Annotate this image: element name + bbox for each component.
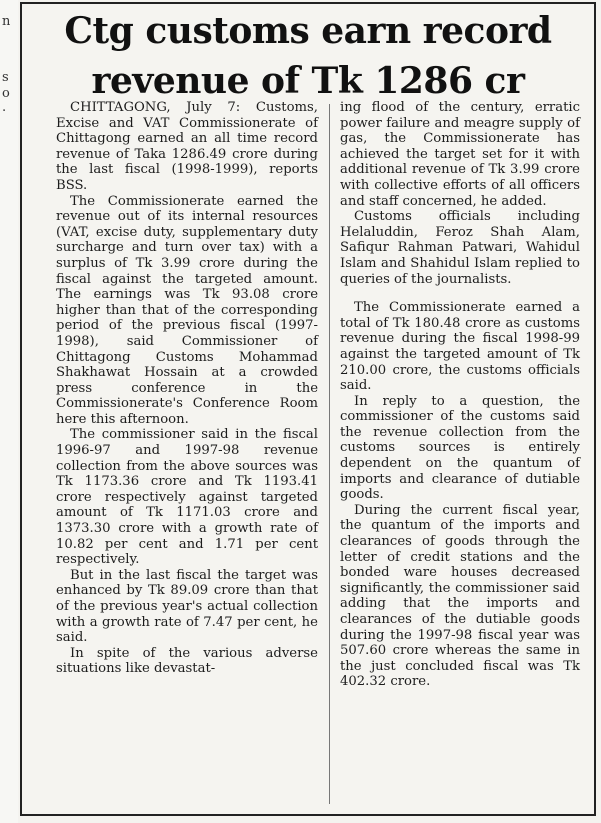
fragment-letter: . [2, 100, 7, 115]
article-column-right [340, 100, 580, 690]
article-paragraph: In spite of the various adverse situations like devastat- [56, 645, 318, 677]
article-paragraph: CHITTAGONG, July 7: Customs, Excise and VAT Commissionerate of Chittagong earned an all time record revenue of Taka 1286.49 crore during the last fiscal (1998-1999), reports BSS. [56, 100, 318, 193]
article-paragraph: In reply to a question, the commissioner of the customs said the revenue collection from the customs sources is entirely dependent on the quantum of imports and clearance of dutiable goods. [340, 393, 580, 503]
fragment-letter: s [2, 70, 9, 85]
article-paragraph: But in the last fiscal the target was enhanced by Tk 89.09 crore than that of the previous year's actual collection with a growth rate of 7.47 per cent, he said. [56, 567, 318, 646]
article-paragraph-continued: ing flood of the century, erratic power failure and meagre supply of gas, the Commissionerate has achieved the target set for it with additional revenue of Tk 3.99 crore with collective efforts of all officers and staff concerned, he added. [340, 100, 580, 209]
headline-line-2: revenue of Tk 1286 cr [91, 60, 525, 102]
column-divider [329, 104, 330, 804]
headline-line-1: Ctg customs earn record [64, 10, 552, 52]
article-paragraph: The Commissionerate earned a total of Tk 180.48 crore as customs revenue during the fiscal 1998-99 against the targeted amount of Tk 210.00 crore, the customs officials said. [340, 300, 580, 394]
adjacent-column-fragment [0, 0, 18, 823]
article-paragraph: The Commissionerate earned the revenue out of its internal resources (VAT, excise duty, supplementary duty surcharge and turn over tax) with a surplus of Tk 3.99 crore during the fiscal against the targeted amount. The earnings was Tk 93.08 crore higher than that of the corresponding period of the previous fiscal (1997-1998), said Commissioner of Chittagong Customs Mohammad Shakhawat Hossain at a crowded press conference in the Commissionerate's Conference Room here this afternoon. [56, 193, 318, 427]
fragment-letter: n [2, 14, 11, 29]
article-paragraph: The commissioner said in the fiscal 1996-97 and 1997-98 revenue collection from the above sources was Tk 1173.36 crore and Tk 1193.41 crore respectively against targeted amount of Tk 1171.03 crore and 1373.30 crore with a growth rate of 10.82 per cent and 1.71 per cent respectively. [56, 427, 318, 568]
fragment-letter: o [2, 86, 10, 101]
article-column-left [56, 100, 318, 677]
headline [22, 6, 594, 106]
article-paragraph: During the current fiscal year, the quantum of the imports and clearances of goods through the letter of credit stations and the bonded ware houses decreased significantly, the commissioner said adding that the imports and clearances of the dutiable goods during the 1997-98 fiscal year was 507.60 crore whereas the same in the just concluded fiscal was Tk 402.32 crore. [340, 502, 580, 690]
article-paragraph: Customs officials including Helaluddin, Feroz Shah Alam, Safiqur Rahman Patwari, Wahidul Islam and Shahidul Islam replied to queries of the journalists. [340, 209, 580, 287]
